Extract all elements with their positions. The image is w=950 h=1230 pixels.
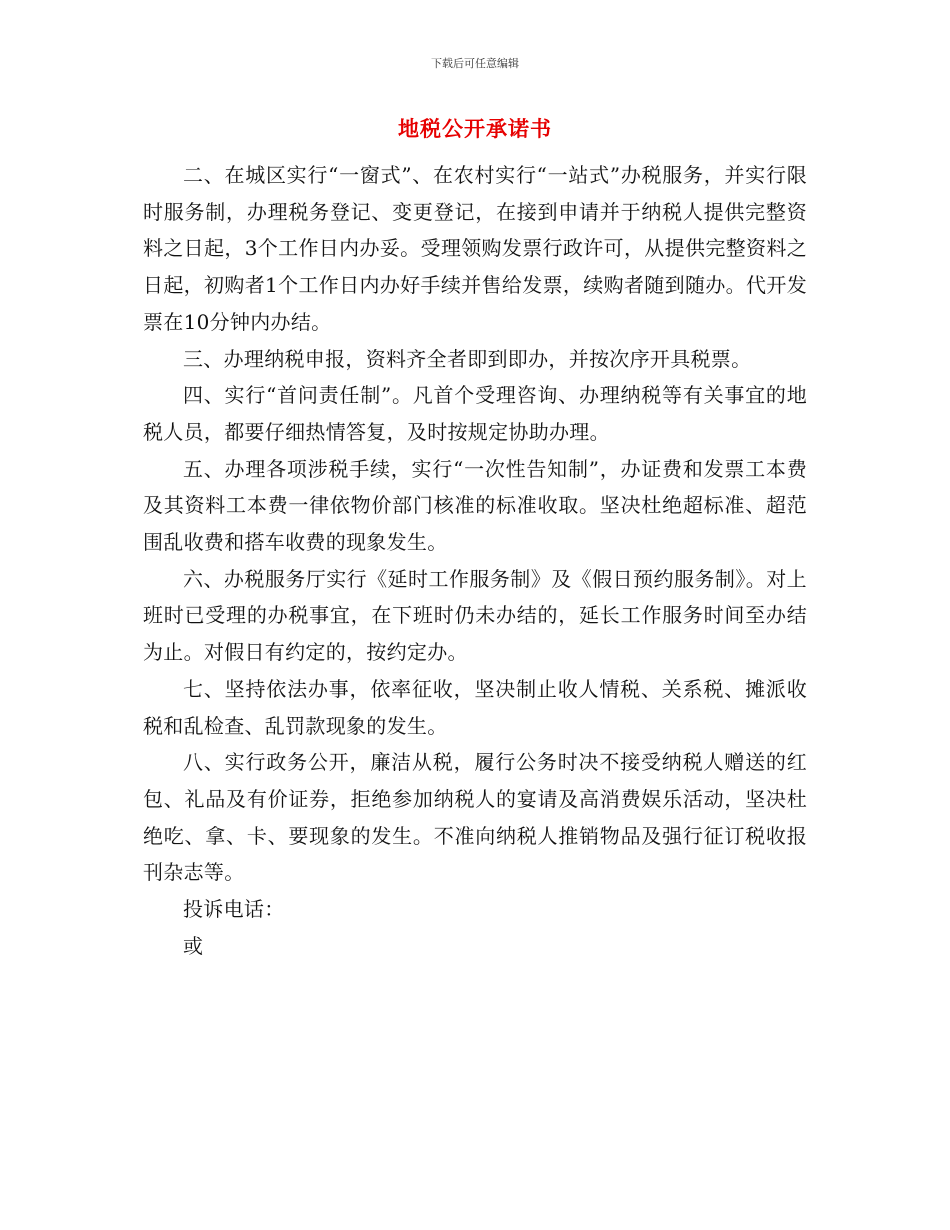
complaint-phone-or: 或	[183, 933, 204, 958]
paragraph-2: 二、在城区实行“一窗式”、在农村实行“一站式”办税服务，并实行限时服务制，办理税务登记、变更登记，在接到申请并于纳税人提供完整资料之日起，3个工作日内办妥。受理领购发票行政许可，从提供完整资料之日起，初购者1个工作日内办好手续并售给发票，续购者随到随办。代开发票在10分钟内办结。	[143, 163, 807, 334]
document-body	[143, 157, 807, 964]
paragraph-3: 三、办理纳税申报，资料齐全者即到即办，并按次序开具税票。	[183, 346, 752, 371]
paragraph-5: 五、办理各项涉税手续，实行“一次性告知制”，办证费和发票工本费及其资料工本费一律依物价部门核准的标准收取。坚决杜绝超标准、超范围乱收费和搭车收费的现象发生。	[143, 456, 807, 555]
paragraph-6: 六、办税服务厅实行《延时工作服务制》及《假日预约服务制》。对上班时已受理的办税事宜，在下班时仍未办结的，延长工作服务时间至办结为止。对假日有约定的，按约定办。	[143, 566, 807, 665]
complaint-phone-label: 投诉电话：	[183, 897, 285, 922]
paragraph-4: 四、实行“首问责任制”。凡首个受理咨询、办理纳税等有关事宜的地税人员，都要仔细热情答复，及时按规定协助办理。	[143, 383, 807, 444]
header-note: 下载后可任意编辑	[431, 57, 519, 70]
paragraph-7: 七、坚持依法办事，依率征收，坚决制止收人情税、关系税、摊派收税和乱检查、乱罚款现象的发生。	[143, 676, 807, 738]
paragraph-8: 八、实行政务公开，廉洁从税，履行公务时决不接受纳税人赠送的红包、礼品及有价证券，拒绝参加纳税人的宴请及高消费娱乐活动，坚决杜绝吃、拿、卡、要现象的发生。不准向纳税人推销物品及强行征订税收报刊杂志等。	[143, 750, 807, 885]
document-title: 地税公开承诺书	[398, 117, 552, 141]
